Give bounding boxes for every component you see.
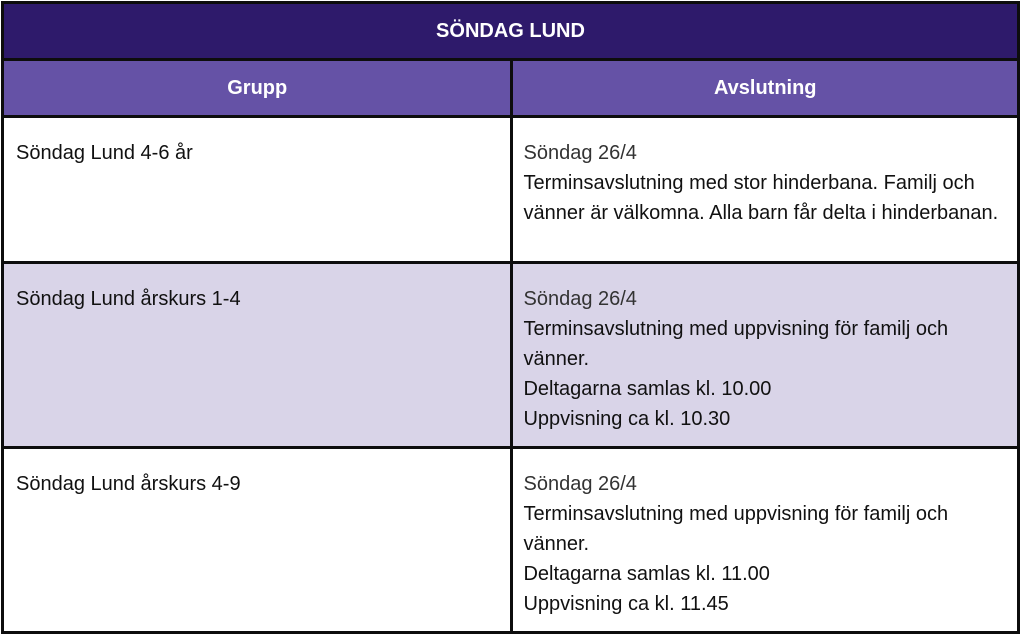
end-detail: Uppvisning ca kl. 11.45 (523, 593, 729, 615)
end-cell (512, 263, 1019, 448)
end-detail: Terminsavslutning med uppvisning för familj och vänner. (523, 503, 949, 555)
schedule-table (1, 1, 1020, 634)
table-row (3, 448, 1019, 633)
group-cell: Söndag Lund årskurs 4-9 (3, 448, 512, 633)
table-title: SÖNDAG LUND (3, 3, 1019, 60)
end-cell (512, 448, 1019, 633)
group-cell: Söndag Lund 4-6 år (3, 117, 512, 263)
group-cell: Söndag Lund årskurs 1-4 (3, 263, 512, 448)
table-row (3, 117, 1019, 263)
end-date: Söndag 26/4 (523, 142, 637, 164)
end-date: Söndag 26/4 (523, 288, 637, 310)
end-detail: Deltagarna samlas kl. 11.00 (523, 563, 770, 585)
end-detail: Deltagarna samlas kl. 10.00 (523, 378, 772, 400)
end-detail: Terminsavslutning med stor hinderbana. Familj och vänner är välkomna. Alla barn får delta i hinderbanan. (523, 172, 999, 224)
column-header-group: Grupp (3, 60, 512, 117)
end-detail: Uppvisning ca kl. 10.30 (523, 408, 731, 430)
end-cell (512, 117, 1019, 263)
end-date: Söndag 26/4 (523, 473, 637, 495)
table-row (3, 263, 1019, 448)
column-header-end: Avslutning (512, 60, 1019, 117)
end-detail: Terminsavslutning med uppvisning för familj och vänner. (523, 318, 949, 370)
